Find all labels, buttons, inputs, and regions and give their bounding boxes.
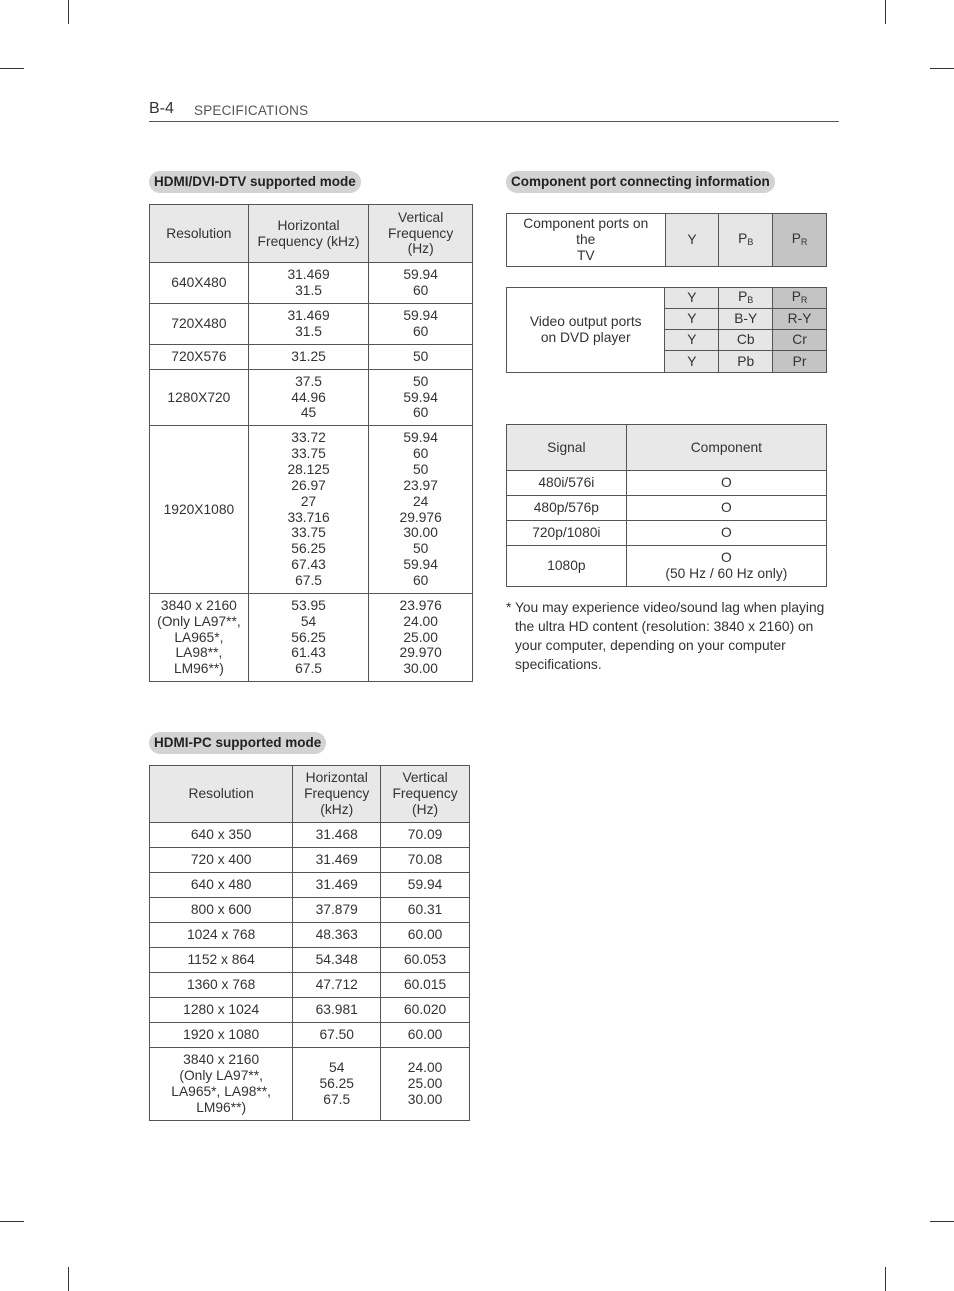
table-row: [150, 370, 473, 426]
vertical-frequency-cell: 59.94 60 50 23.97 24 29.976 30.00 50 59.94 60: [369, 426, 473, 594]
horizontal-frequency-cell: 31.469: [293, 873, 381, 898]
table-row: [507, 471, 827, 496]
dvd-y-cell: Y: [665, 288, 719, 309]
table-header-row: [507, 425, 827, 471]
table-row: [150, 594, 473, 682]
signal-cell: 720p/1080i: [507, 521, 627, 546]
resolution-cell: 640X480: [150, 263, 249, 304]
vertical-frequency-cell: 70.08: [381, 848, 470, 873]
horizontal-frequency-cell: 54 56.25 67.5: [293, 1048, 381, 1121]
table-row: [507, 288, 827, 309]
dvd-pr-cell: R-Y: [773, 309, 827, 330]
port-pb-cell: $P_B$: [719, 214, 773, 267]
uhd-lag-note: * You may experience video/sound lag when playing the ultra HD content (resolution: 3840 x 2160) on your computer, depending on your computer specifications.: [506, 600, 825, 672]
resolution-cell: 640 x 350: [150, 823, 293, 848]
resolution-cell: 640 x 480: [150, 873, 293, 898]
horizontal-frequency-cell: 31.25: [248, 345, 369, 370]
table-row: [150, 923, 470, 948]
component-support-cell: O: [626, 521, 826, 546]
resolution-cell: 720 x 400: [150, 848, 293, 873]
resolution-cell: 720X576: [150, 345, 249, 370]
crop-mark: [68, 1267, 69, 1291]
horizontal-frequency-cell: 54.348: [293, 948, 381, 973]
table-row: [507, 546, 827, 587]
resolution-cell: 800 x 600: [150, 898, 293, 923]
column-header-horizontal-frequency: Horizontal Frequency (kHz): [293, 766, 381, 823]
tv-component-ports-table: [506, 213, 827, 267]
resolution-cell: 1280X720: [150, 370, 249, 426]
column-header-resolution: Resolution: [150, 205, 249, 263]
vertical-frequency-cell: 60.31: [381, 898, 470, 923]
table-row: [150, 848, 470, 873]
column-header-resolution: Resolution: [150, 766, 293, 823]
dvd-pr-cell: Pr: [773, 351, 827, 373]
horizontal-frequency-cell: 48.363: [293, 923, 381, 948]
table-row: [507, 521, 827, 546]
horizontal-frequency-cell: 67.50: [293, 1023, 381, 1048]
table-row: [150, 998, 470, 1023]
component-support-cell: O (50 Hz / 60 Hz only): [626, 546, 826, 587]
resolution-cell: 1360 x 768: [150, 973, 293, 998]
dvd-y-cell: Y: [665, 330, 719, 351]
signal-cell: 1080p: [507, 546, 627, 587]
table-header-row: [150, 205, 473, 263]
dvd-y-cell: Y: [665, 351, 719, 373]
dvd-pb-cell: Pb: [719, 351, 773, 373]
table-row: [150, 823, 470, 848]
crop-mark: [0, 68, 24, 69]
table-row: [150, 898, 470, 923]
vertical-frequency-cell: 50 59.94 60: [369, 370, 473, 426]
dvd-pb-cell: B-Y: [719, 309, 773, 330]
component-support-cell: O: [626, 471, 826, 496]
dvd-pr-cell: Cr: [773, 330, 827, 351]
vertical-frequency-cell: 59.94: [381, 873, 470, 898]
vertical-frequency-cell: 59.94 60: [369, 304, 473, 345]
vertical-frequency-cell: 24.00 25.00 30.00: [381, 1048, 470, 1121]
vertical-frequency-cell: 60.00: [381, 923, 470, 948]
crop-mark: [68, 0, 69, 24]
resolution-cell: 1024 x 768: [150, 923, 293, 948]
dvd-pb-cell: $P_B$: [719, 288, 773, 309]
dtv-mode-table: [149, 204, 473, 682]
vertical-frequency-cell: 23.976 24.00 25.00 29.970 30.00: [369, 594, 473, 682]
column-header-horizontal-frequency: Horizontal Frequency (kHz): [248, 205, 369, 263]
table-row: [150, 426, 473, 594]
vertical-frequency-cell: 50: [369, 345, 473, 370]
crop-mark: [885, 0, 886, 24]
horizontal-frequency-cell: 37.5 44.96 45: [248, 370, 369, 426]
component-support-cell: O: [626, 496, 826, 521]
port-pr-cell: $P_R$: [773, 214, 827, 267]
vertical-frequency-cell: 60.020: [381, 998, 470, 1023]
table-row: [507, 496, 827, 521]
resolution-cell: 1280 x 1024: [150, 998, 293, 1023]
horizontal-frequency-cell: 63.981: [293, 998, 381, 1023]
dvd-ports-label: Video output ports on DVD player: [507, 288, 665, 373]
table-row: [150, 973, 470, 998]
component-section-title: Component port connecting information: [506, 171, 775, 193]
horizontal-frequency-cell: 31.469: [293, 848, 381, 873]
column-header-vertical-frequency: Vertical Frequency (Hz): [369, 205, 473, 263]
dvd-pb-cell: Cb: [719, 330, 773, 351]
port-y-cell: Y: [665, 214, 719, 267]
signal-cell: 480i/576i: [507, 471, 627, 496]
resolution-cell: 1920X1080: [150, 426, 249, 594]
resolution-cell: 720X480: [150, 304, 249, 345]
column-header-component: Component: [626, 425, 826, 471]
page-number: B-4: [149, 100, 174, 117]
vertical-frequency-cell: 60.00: [381, 1023, 470, 1048]
horizontal-frequency-cell: 31.469 31.5: [248, 263, 369, 304]
crop-mark: [930, 68, 954, 69]
dvd-output-ports-table: [506, 287, 827, 373]
pc-mode-table: [149, 765, 470, 1121]
horizontal-frequency-cell: 47.712: [293, 973, 381, 998]
column-header-signal: Signal: [507, 425, 627, 471]
horizontal-frequency-cell: 53.95 54 56.25 61.43 67.5: [248, 594, 369, 682]
table-row: [150, 263, 473, 304]
tv-ports-label: Component ports on the TV: [507, 214, 666, 267]
dtv-section-title: HDMI/DVI-DTV supported mode: [149, 171, 361, 193]
table-row: [150, 948, 470, 973]
dvd-pr-cell: $P_R$: [773, 288, 827, 309]
crop-mark: [885, 1267, 886, 1291]
vertical-frequency-cell: 70.09: [381, 823, 470, 848]
horizontal-frequency-cell: 31.469 31.5: [248, 304, 369, 345]
dvd-y-cell: Y: [665, 309, 719, 330]
signal-component-table: [506, 424, 827, 587]
table-row: [150, 304, 473, 345]
vertical-frequency-cell: 60.053: [381, 948, 470, 973]
table-row: [507, 214, 827, 267]
vertical-frequency-cell: 59.94 60: [369, 263, 473, 304]
crop-mark: [0, 1221, 24, 1222]
horizontal-frequency-cell: 33.72 33.75 28.125 26.97 27 33.716 33.75 56.25 67.43 67.5: [248, 426, 369, 594]
pc-section-title: HDMI-PC supported mode: [149, 732, 326, 754]
table-row: [150, 1023, 470, 1048]
resolution-cell: 1152 x 864: [150, 948, 293, 973]
table-row: [150, 1048, 470, 1121]
signal-cell: 480p/576p: [507, 496, 627, 521]
section-title: SPECIFICATIONS: [194, 103, 309, 118]
table-row: [150, 345, 473, 370]
crop-mark: [930, 1221, 954, 1222]
horizontal-frequency-cell: 31.468: [293, 823, 381, 848]
table-row: [150, 873, 470, 898]
resolution-cell: 3840 x 2160 (Only LA97**, LA965*, LA98**, LM96**): [150, 594, 249, 682]
vertical-frequency-cell: 60.015: [381, 973, 470, 998]
table-header-row: [150, 766, 470, 823]
resolution-cell: 1920 x 1080: [150, 1023, 293, 1048]
horizontal-frequency-cell: 37.879: [293, 898, 381, 923]
resolution-cell: 3840 x 2160 (Only LA97**, LA965*, LA98**, LM96**): [150, 1048, 293, 1121]
header-divider: [149, 121, 839, 122]
column-header-vertical-frequency: Vertical Frequency (Hz): [381, 766, 470, 823]
